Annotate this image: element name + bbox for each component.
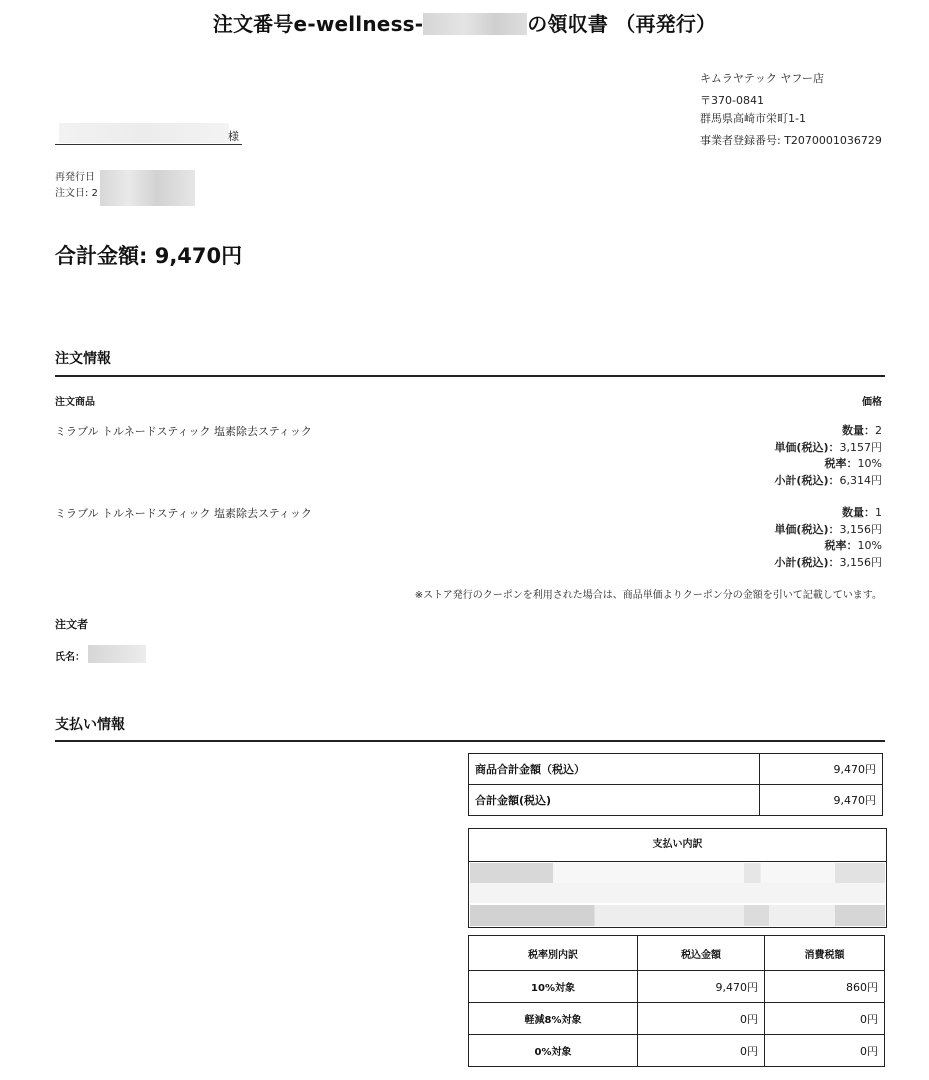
payment-breakdown-box xyxy=(468,828,887,928)
table-row xyxy=(469,1003,885,1035)
item-unit-price xyxy=(774,440,882,457)
unit-price-value: 3,156円 xyxy=(839,522,882,536)
shop-registration-number: 事業者登録番号: T2070001036729 xyxy=(700,134,882,147)
payment-method-redacted xyxy=(470,905,885,926)
tax-included-amount: 9,470円 xyxy=(638,971,765,1003)
tax-included-amount: 0円 xyxy=(638,1003,765,1035)
summary-value: 9,470円 xyxy=(760,785,883,816)
total-amount: 合計金額: 9,470円 xyxy=(55,244,243,268)
tax-category: 10%対象 xyxy=(469,971,638,1003)
tax-rate-value: 10% xyxy=(857,457,882,470)
addressee-line xyxy=(55,122,242,145)
item-unit-price xyxy=(774,522,882,539)
orderer-heading: 注文者 xyxy=(55,618,88,631)
order-info-divider xyxy=(55,375,885,377)
shop-address: 群馬県高崎市栄町1-1 xyxy=(700,112,806,125)
item-quantity xyxy=(774,423,882,440)
shop-name: キムラヤテック ヤフー店 xyxy=(700,72,825,85)
item-tax-rate xyxy=(774,538,882,555)
receipt-title-suffix: の領収書 （再発行） xyxy=(527,12,717,36)
receipt-title xyxy=(0,8,929,37)
column-header-product: 注文商品 xyxy=(55,397,95,408)
payment-summary-table xyxy=(468,753,883,816)
tax-breakdown-table xyxy=(468,935,885,1067)
consumption-tax-amount: 860円 xyxy=(765,971,885,1003)
item-tax-rate xyxy=(774,456,882,473)
subtotal-value: 6,314円 xyxy=(839,473,882,487)
table-row xyxy=(469,754,883,785)
column-header: 税込金額 xyxy=(638,936,765,971)
unit-price-label: 単価(税込)： xyxy=(774,522,840,536)
orderer-name-redacted xyxy=(88,645,146,663)
tax-rate-value: 10% xyxy=(857,539,882,552)
summary-label: 合計金額(税込) xyxy=(469,785,760,816)
subtotal-label: 小計(税込)： xyxy=(774,555,840,569)
addressee-name-redacted xyxy=(59,123,229,143)
tax-category: 軽減8%対象 xyxy=(469,1003,638,1035)
consumption-tax-amount: 0円 xyxy=(765,1003,885,1035)
reissue-date-label: 再発行日 xyxy=(55,172,95,183)
item-subtotal xyxy=(774,473,882,490)
shop-postal-code: 〒370-0841 xyxy=(700,94,764,107)
payment-info-divider xyxy=(55,740,885,742)
unit-price-value: 3,157円 xyxy=(839,440,882,454)
column-header: 税率別内訳 xyxy=(469,936,638,971)
dates-block xyxy=(55,170,98,202)
order-item-name: ミラブル トルネードスティック 塩素除去スティック xyxy=(55,507,312,520)
receipt-title-prefix: 注文番号e-wellness- xyxy=(212,12,424,36)
addressee-honorific: 様 xyxy=(228,130,239,143)
order-item-name: ミラブル トルネードスティック 塩素除去スティック xyxy=(55,425,312,438)
subtotal-label: 小計(税込)： xyxy=(774,473,840,487)
order-item-price-block xyxy=(774,423,882,489)
consumption-tax-amount: 0円 xyxy=(765,1035,885,1067)
table-row xyxy=(469,1035,885,1067)
quantity-value: 2 xyxy=(875,424,882,437)
shop-info xyxy=(700,70,882,150)
order-item-price-block xyxy=(774,505,882,571)
item-quantity xyxy=(774,505,882,522)
payment-info-heading: 支払い情報 xyxy=(55,717,125,733)
coupon-note: ※ストア発行のクーポンを利用された場合は、商品単価よりクーポン分の金額を引いて記載しています。 xyxy=(414,590,882,601)
quantity-label: 数量： xyxy=(842,506,875,519)
table-header-row xyxy=(469,936,885,971)
order-number-redacted xyxy=(423,13,527,35)
tax-included-amount: 0円 xyxy=(638,1035,765,1067)
table-row xyxy=(469,971,885,1003)
tax-category: 0%対象 xyxy=(469,1035,638,1067)
subtotal-value: 3,156円 xyxy=(839,555,882,569)
tax-rate-label: 税率： xyxy=(824,457,858,470)
quantity-value: 1 xyxy=(875,506,882,519)
dates-redacted xyxy=(100,170,195,206)
payment-method-redacted xyxy=(470,863,885,883)
orderer-name-label: 氏名： xyxy=(55,652,85,663)
payment-breakdown-heading: 支払い内訳 xyxy=(469,829,886,862)
unit-price-label: 単価(税込)： xyxy=(774,440,840,454)
tax-rate-label: 税率： xyxy=(824,539,858,552)
table-row xyxy=(469,785,883,816)
order-info-heading: 注文情報 xyxy=(55,351,111,367)
quantity-label: 数量： xyxy=(842,424,875,437)
item-subtotal xyxy=(774,555,882,572)
summary-value: 9,470円 xyxy=(760,754,883,785)
column-header-price: 価格 xyxy=(862,397,882,408)
column-header: 消費税額 xyxy=(765,936,885,971)
order-date-label: 注文日: 2 xyxy=(55,188,98,199)
summary-label: 商品合計金額（税込） xyxy=(469,754,760,785)
payment-method-redacted xyxy=(470,883,885,903)
